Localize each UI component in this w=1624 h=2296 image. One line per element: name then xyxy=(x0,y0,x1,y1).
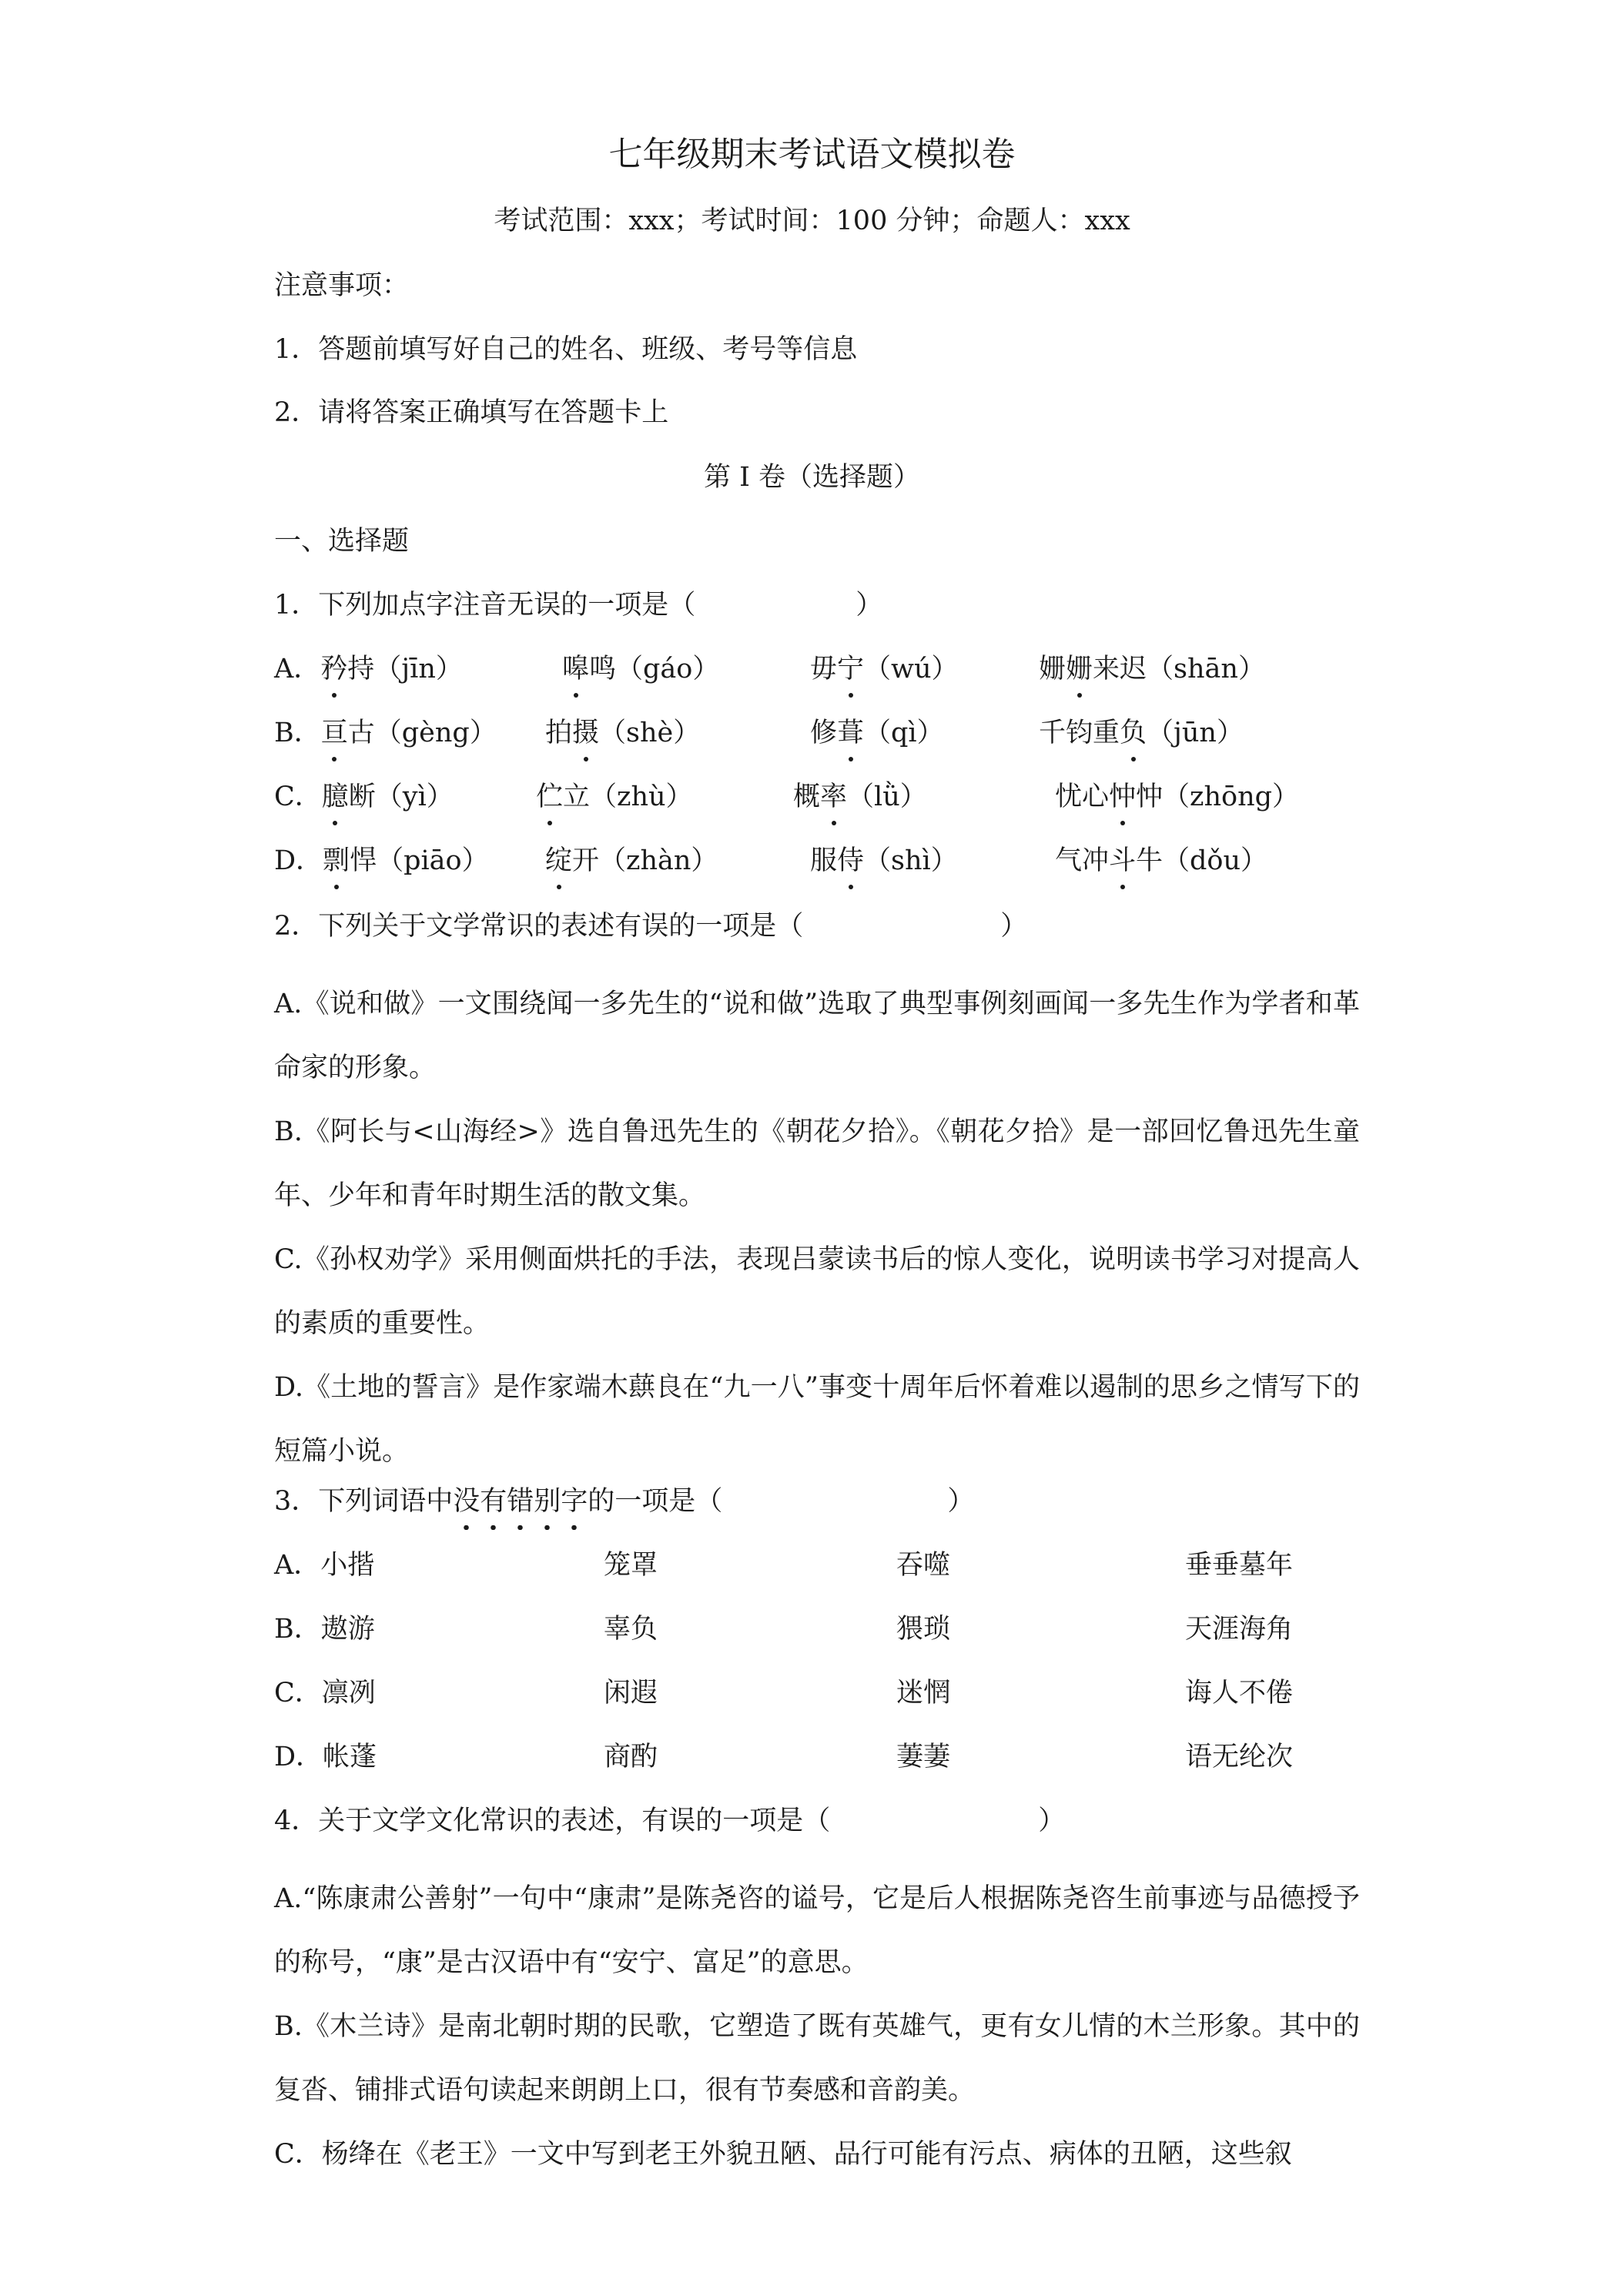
question-stem-text: 2．下列关于文学常识的表述有误的一项是（ xyxy=(274,911,804,942)
emphasis-dot-char: 摄 xyxy=(572,715,599,751)
option-item: 吞噬 xyxy=(896,1550,951,1581)
answer-bracket-close: ） xyxy=(947,1486,975,1517)
option-item: D．剽悍（piāo） xyxy=(274,843,489,879)
emphasis-dot-char: 侍 xyxy=(837,843,864,879)
option-item: B．遨游 xyxy=(274,1614,375,1645)
emphasis-dot-char: 臆 xyxy=(322,779,349,815)
emphasis-dot-char: 忡 xyxy=(1109,779,1136,815)
emphasis-dot-char: 率 xyxy=(820,779,847,815)
emphasis-dot-phrase: 没有错别字 xyxy=(453,1486,588,1517)
option-item: 商酌 xyxy=(604,1742,658,1772)
notes-item: 2．请将答案正确填写在答题卡上 xyxy=(274,397,669,428)
option-item: 天涯海角 xyxy=(1185,1614,1294,1645)
option-item: 萋萋 xyxy=(896,1742,951,1772)
notes-item: 1．答题前填写好自己的姓名、班级、考号等信息 xyxy=(274,334,858,365)
question-4-option: C．杨绛在《老王》一文中写到老王外貌丑陋、品行可能有污点、病体的丑陋，这些叙 xyxy=(274,2139,1292,2170)
option-item: 修葺（qì） xyxy=(810,715,944,751)
question-4-stem xyxy=(274,1803,1065,1839)
option-item: 嗥鸣（gáo） xyxy=(562,651,719,687)
question-4-option: B.《木兰诗》是南北朝时期的民歌，它塑造了既有英雄气，更有女儿情的木兰形象。其中的复沓、铺排式语句读起来朗朗上口，很有节奏感和音韵美。 xyxy=(274,2011,1360,2106)
emphasis-dot-char: 伫 xyxy=(536,779,563,815)
emphasis-dot-char: 矜 xyxy=(320,651,347,687)
option-item: 毋宁（wú） xyxy=(810,651,959,687)
option-item: C．臆断（yì） xyxy=(274,779,454,815)
option-item: C．凛冽 xyxy=(274,1678,376,1709)
option-item: A．小揩 xyxy=(274,1550,375,1581)
option-item: D．帐蓬 xyxy=(274,1742,377,1772)
question-2-option: A.《说和做》一文围绕闻一多先生的“说和做”选取了典型事例刻画闻一多先生作为学者和革命家的形象。 xyxy=(274,989,1360,1083)
option-item: 伫立（zhù） xyxy=(536,779,693,815)
option-item: 语无纶次 xyxy=(1185,1742,1294,1772)
option-item: B．亘古（gèng） xyxy=(274,715,497,751)
emphasis-dot-char: 葺 xyxy=(837,715,864,751)
question-4-option: A.“陈康肃公善射”一句中“康肃”是陈尧咨的谥号，它是后人根据陈尧咨生前事迹与品德授予的称号，“康”是古汉语中有“安宁、富足”的意思。 xyxy=(274,1883,1360,1978)
option-item: 猥琐 xyxy=(896,1614,951,1645)
question-1-stem xyxy=(274,587,882,623)
option-item: 气冲斗牛（dǒu） xyxy=(1055,843,1267,879)
option-item: 诲人不倦 xyxy=(1185,1678,1294,1709)
exam-info: 考试范围：xxx；考试时间：100 分钟；命题人：xxx xyxy=(494,206,1130,236)
question-2-stem xyxy=(274,909,1027,944)
option-item: 千钧重负（jūn） xyxy=(1039,715,1244,751)
volume-title: 第 I 卷（选择题） xyxy=(703,462,921,493)
emphasis-dot-char: 绽 xyxy=(545,843,572,879)
answer-bracket-close: ） xyxy=(856,590,883,621)
question-2-option: B.《阿长与<山海经>》选自鲁迅先生的《朝花夕拾》。《朝花夕拾》是一部回忆鲁迅先生童年、少年和青年时期生活的散文集。 xyxy=(274,1116,1360,1211)
option-item: 忧心忡忡（zhōng） xyxy=(1055,779,1299,815)
answer-bracket-close: ） xyxy=(1000,911,1028,942)
option-item: 姗姗来迟（shān） xyxy=(1039,651,1265,687)
option-item: 迷惘 xyxy=(896,1678,951,1709)
option-item: 闲遐 xyxy=(604,1678,658,1709)
option-item: 概率（lǜ） xyxy=(793,779,927,815)
exam-title: 七年级期末考试语文模拟卷 xyxy=(608,135,1016,174)
option-item: 拍摄（shè） xyxy=(545,715,700,751)
question-3-stem: 3．下列词语中没有错别字的一项是（ ） xyxy=(274,1484,974,1519)
option-item: A．矜持（jīn） xyxy=(274,651,463,687)
section-title: 一、选择题 xyxy=(274,526,410,557)
question-stem-text: 4．关于文学文化常识的表述，有误的一项是（ xyxy=(274,1806,831,1836)
question-stem-text: 3．下列词语中 xyxy=(274,1486,454,1517)
emphasis-dot-char: 剽 xyxy=(323,843,350,879)
question-2-option: D.《土地的誓言》是作家端木蕻良在“九一八”事变十周年后怀着难以遏制的思乡之情写下的短篇小说。 xyxy=(274,1372,1360,1467)
option-item: 笼罩 xyxy=(604,1550,658,1581)
option-item: 服侍（shì） xyxy=(810,843,958,879)
option-item: 垂垂墓年 xyxy=(1185,1550,1294,1581)
question-stem-text: 1．下列加点字注音无误的一项是（ xyxy=(274,590,696,621)
answer-bracket-close: ） xyxy=(1038,1806,1066,1836)
emphasis-dot-char: 宁 xyxy=(837,651,864,687)
emphasis-dot-char: 嗥 xyxy=(562,651,589,687)
emphasis-dot-char: 亘 xyxy=(321,715,348,751)
option-item: 绽开（zhàn） xyxy=(545,843,718,879)
notes-heading: 注意事项： xyxy=(274,270,410,301)
question-2-option: C.《孙权劝学》采用侧面烘托的手法，表现吕蒙读书后的惊人变化，说明读书学习对提高人的素质的重要性。 xyxy=(274,1244,1360,1339)
option-item: 辜负 xyxy=(604,1614,658,1645)
emphasis-dot-char: 姗 xyxy=(1066,651,1093,687)
emphasis-dot-char: 斗 xyxy=(1109,843,1136,879)
emphasis-dot-char: 负 xyxy=(1120,715,1147,751)
